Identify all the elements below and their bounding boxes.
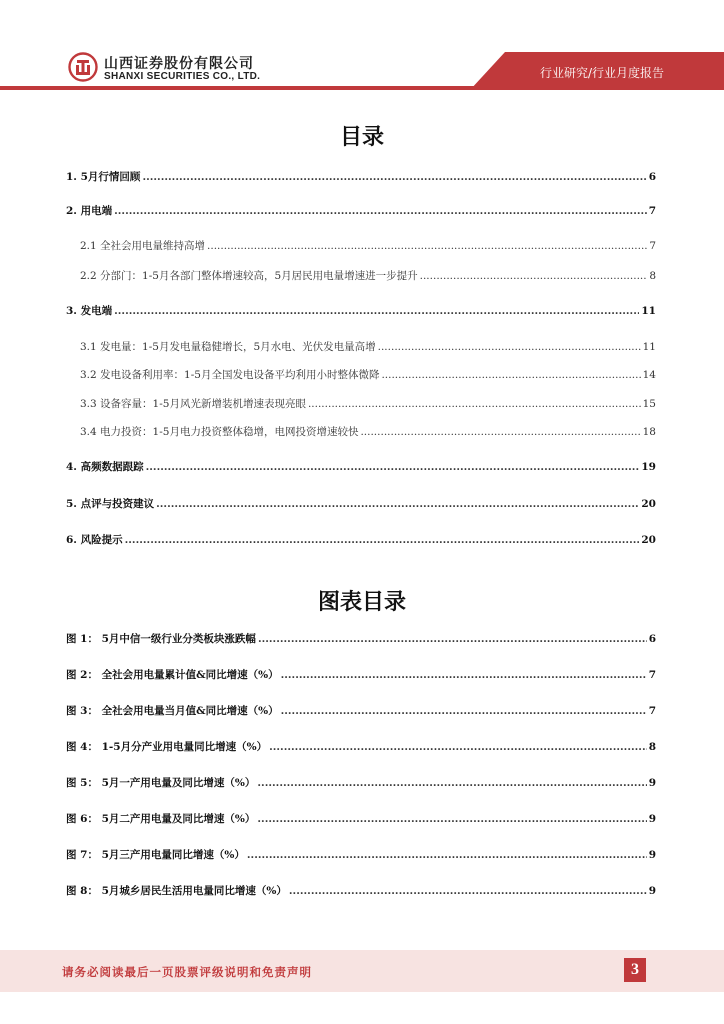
toc-item-page: 14 xyxy=(642,369,656,381)
toc-item-page: 11 xyxy=(642,341,656,353)
figure-item-label: 图 2： 全社会用电量累计值&同比增速（%） xyxy=(66,669,279,681)
toc-leader xyxy=(114,204,647,218)
toc-item-label: 5. 点评与投资建议 xyxy=(66,498,155,510)
toc-subitem[interactable] xyxy=(80,368,656,382)
toc-leader xyxy=(207,239,647,253)
figure-item-label: 图 3： 全社会用电量当月值&同比增速（%） xyxy=(66,705,279,717)
toc-item-page: 20 xyxy=(641,498,656,510)
figure-item[interactable] xyxy=(66,740,656,754)
toc-leader xyxy=(289,884,647,898)
footer-disclaimer: 请务必阅读最后一页股票评级说明和免责声明 xyxy=(62,965,312,979)
toc-item-page: 6 xyxy=(648,171,656,183)
figure-item-label: 图 7： 5月三产用电量同比增速（%） xyxy=(66,849,245,861)
toc-subitem[interactable] xyxy=(80,397,656,411)
toc-subitem[interactable] xyxy=(80,425,656,439)
page-number: 3 xyxy=(624,958,646,982)
figure-item-label: 图 1： 5月中信一级行业分类板块涨跌幅 xyxy=(66,633,256,645)
toc-item[interactable] xyxy=(66,497,656,511)
company-name-cn: 山西证券股份有限公司 xyxy=(104,56,254,72)
figure-item-page: 8 xyxy=(648,741,656,753)
toc-leader xyxy=(146,460,640,474)
toc-item-page: 7 xyxy=(648,205,656,217)
toc-item-page: 18 xyxy=(642,426,656,438)
toc-leader xyxy=(360,425,640,439)
figures-title: 图表目录 xyxy=(317,590,406,615)
figure-item-page: 9 xyxy=(648,849,656,861)
toc-title: 目录 xyxy=(339,125,384,150)
toc-leader xyxy=(381,368,640,382)
company-name-en: SHANXI SECURITIES CO., LTD. xyxy=(104,71,261,82)
toc-leader xyxy=(378,340,641,354)
figure-item-page: 9 xyxy=(648,813,656,825)
toc-item-page: 7 xyxy=(649,240,656,252)
toc-item-page: 11 xyxy=(641,305,656,317)
toc-item-label: 3.1 发电量：1-5月发电量稳健增长，5月水电、光伏发电量高增 xyxy=(80,341,376,353)
toc-subitem[interactable] xyxy=(80,269,656,283)
toc-leader xyxy=(156,497,639,511)
toc-leader xyxy=(257,812,646,826)
figure-item[interactable] xyxy=(66,668,656,682)
toc-leader xyxy=(258,632,647,646)
figure-item-page: 9 xyxy=(648,885,656,897)
toc-item[interactable] xyxy=(66,460,656,474)
toc-leader xyxy=(281,704,647,718)
toc-item-label: 1. 5月行情回顾 xyxy=(66,171,141,183)
toc-item-label: 4. 高频数据跟踪 xyxy=(66,461,144,473)
page-header xyxy=(0,0,724,100)
figure-item-page: 6 xyxy=(648,633,656,645)
toc-leader xyxy=(257,776,646,790)
toc-item[interactable] xyxy=(66,204,656,218)
toc-item-page: 8 xyxy=(649,270,656,282)
figure-item-label: 图 5： 5月一产用电量及同比增速（%） xyxy=(66,777,256,789)
toc-item[interactable] xyxy=(66,304,656,318)
toc-item-label: 2.2 分部门：1-5月各部门整体增速较高，5月居民用电量增速进一步提升 xyxy=(80,270,418,282)
header-band xyxy=(0,86,724,90)
figure-item-label: 图 4： 1-5月分产业用电量同比增速（%） xyxy=(66,741,268,753)
toc-leader xyxy=(308,397,641,411)
figure-item[interactable] xyxy=(66,632,656,646)
toc-item-label: 2. 用电端 xyxy=(66,205,113,217)
figure-item[interactable] xyxy=(66,812,656,826)
toc-item-label: 3.2 发电设备利用率：1-5月全国发电设备平均利用小时整体微降 xyxy=(80,369,380,381)
toc-item-label: 2.1 全社会用电量维持高增 xyxy=(80,240,206,252)
toc-item[interactable] xyxy=(66,170,656,184)
company-logo-icon xyxy=(68,52,98,82)
figure-item[interactable] xyxy=(66,704,656,718)
figure-item-label: 图 8： 5月城乡居民生活用电量同比增速（%） xyxy=(66,885,287,897)
toc-leader xyxy=(142,170,646,184)
toc-item-page: 15 xyxy=(642,398,656,410)
figure-item-label: 图 6： 5月二产用电量及同比增速（%） xyxy=(66,813,256,825)
toc-leader xyxy=(269,740,647,754)
figure-item-page: 7 xyxy=(648,705,656,717)
toc-item-label: 6. 风险提示 xyxy=(66,534,123,546)
toc-item-page: 20 xyxy=(641,534,656,546)
toc-leader xyxy=(420,269,648,283)
toc-item-label: 3.4 电力投资：1-5月电力投资整体稳增，电网投资增速较快 xyxy=(80,426,359,438)
figure-item[interactable] xyxy=(66,776,656,790)
figure-item-page: 9 xyxy=(648,777,656,789)
figure-item-page: 7 xyxy=(648,669,656,681)
toc-leader xyxy=(114,304,639,318)
toc-subitem[interactable] xyxy=(80,340,656,354)
report-type-label: 行业研究/行业月度报告 xyxy=(539,66,664,80)
toc-leader xyxy=(247,848,647,862)
toc-item-label: 3.3 设备容量：1-5月风光新增装机增速表现亮眼 xyxy=(80,398,306,410)
toc-leader xyxy=(125,533,640,547)
toc-item-page: 19 xyxy=(641,461,656,473)
figure-item[interactable] xyxy=(66,848,656,862)
toc-subitem[interactable] xyxy=(80,239,656,253)
toc-leader xyxy=(281,668,647,682)
figure-item[interactable] xyxy=(66,884,656,898)
toc-item[interactable] xyxy=(66,533,656,547)
toc-item-label: 3. 发电端 xyxy=(66,305,113,317)
